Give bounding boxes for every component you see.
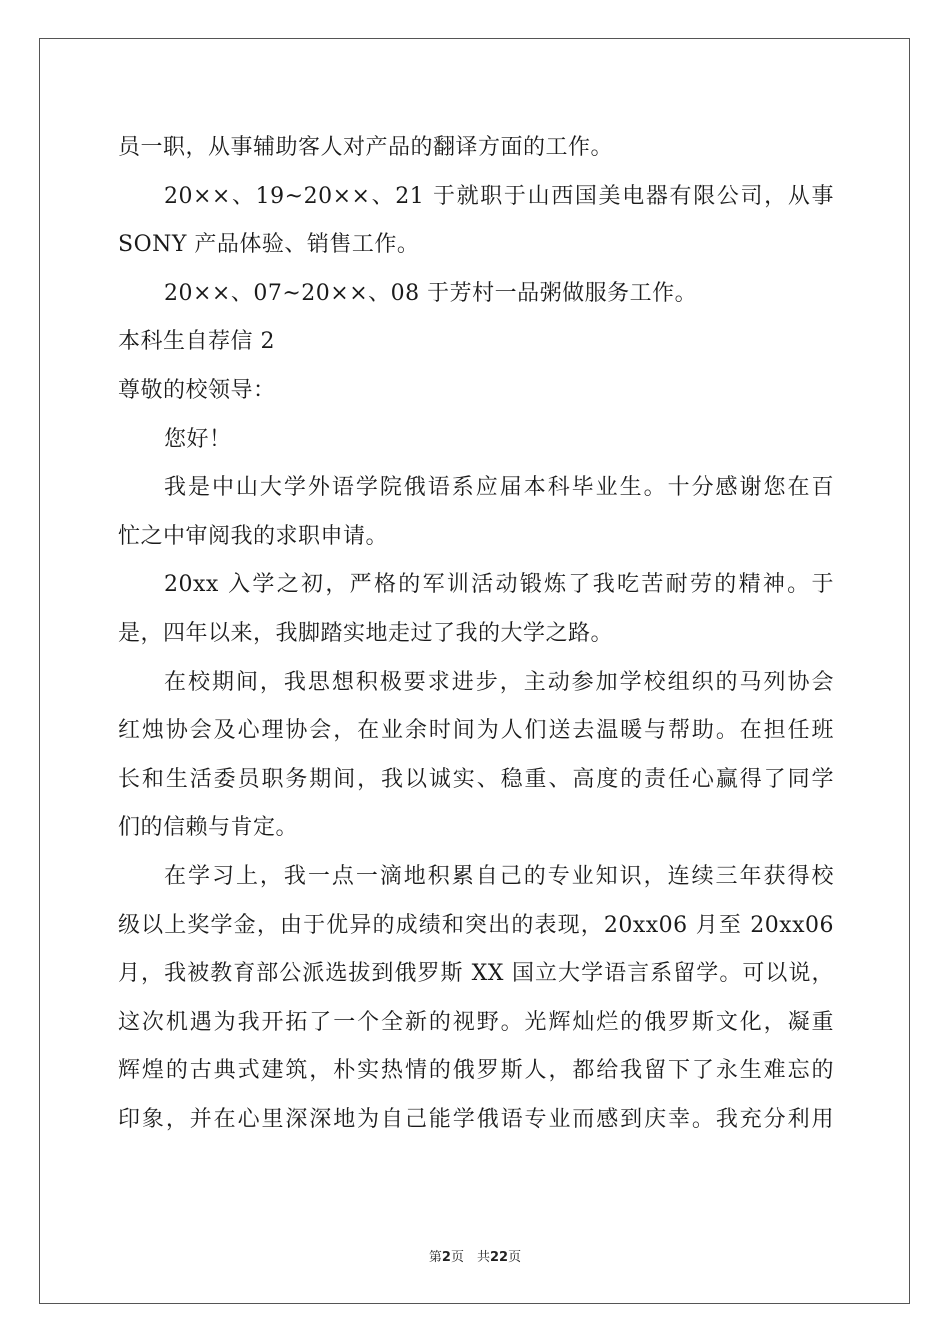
text-line: 级以上奖学金，由于优异的成绩和突出的表现，20xx06 月至 20xx06 <box>118 912 834 938</box>
text-line: 长和生活委员职务期间，我以诚实、稳重、高度的责任心赢得了同学 <box>118 766 834 792</box>
footer-suffix: 页 <box>508 1250 522 1265</box>
text-line: 在学习上，我一点一滴地积累自己的专业知识，连续三年获得校 <box>164 863 834 889</box>
footer-prefix: 第 <box>428 1250 442 1265</box>
text-line: 月，我被教育部公派选拔到俄罗斯 XX 国立大学语言系留学。可以说， <box>118 961 834 987</box>
text-line: 20××、07~20××、08 于芳村一品粥做服务工作。 <box>164 280 698 306</box>
text-line: 员一职，从事辅助客人对产品的翻译方面的工作。 <box>118 135 614 160</box>
text-line: 红烛协会及心理协会，在业余时间为人们送去温暖与帮助。在担任班 <box>118 718 834 744</box>
text-line: 是，四年以来，我脚踏实地走过了我的大学之路。 <box>118 620 614 646</box>
text-line: 尊敬的校领导： <box>118 377 276 403</box>
text-line: SONY 产品体验、销售工作。 <box>118 232 420 258</box>
text-line: 本科生自荐信 2 <box>118 329 275 355</box>
footer-page-number: 2 <box>441 1250 451 1265</box>
text-line: 您好！ <box>164 426 232 452</box>
text-line: 20xx 入学之初，严格的军训活动锻炼了我吃苦耐劳的精神。于 <box>164 572 834 598</box>
document-body <box>118 128 834 1148</box>
page-footer <box>0 1246 950 1265</box>
text-line: 印象，并在心里深深地为自己能学俄语专业而感到庆幸。我充分利用 <box>118 1106 834 1132</box>
text-line: 在校期间，我思想积极要求进步，主动参加学校组织的马列协会 <box>164 669 834 695</box>
text-line: 们的信赖与肯定。 <box>118 815 299 841</box>
footer-middle: 页 共 <box>450 1250 490 1265</box>
text-line: 我是中山大学外语学院俄语系应届本科毕业生。十分感谢您在百 <box>164 475 834 501</box>
text-line: 这次机遇为我开拓了一个全新的视野。光辉灿烂的俄罗斯文化，凝重 <box>118 1009 834 1035</box>
text-line: 辉煌的古典式建筑，朴实热情的俄罗斯人，都给我留下了永生难忘的 <box>118 1058 834 1084</box>
text-line: 20××、19~20××、21 于就职于山西国美电器有限公司，从事 <box>164 183 834 209</box>
text-line: 忙之中审阅我的求职申请。 <box>118 523 389 549</box>
footer-total-pages: 22 <box>489 1250 509 1265</box>
